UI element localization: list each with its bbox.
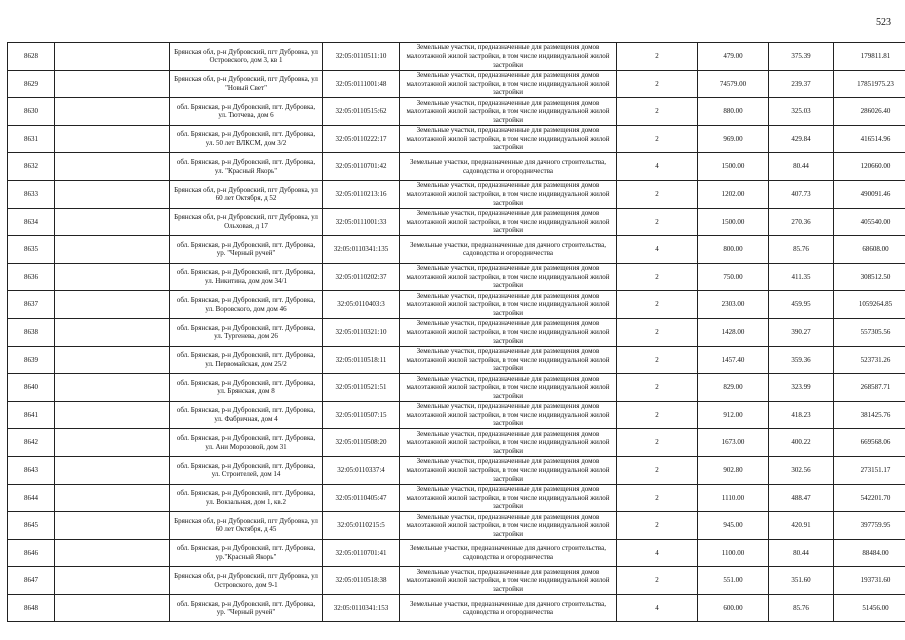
cadastral-value-cell: 179811.81 [834,43,905,71]
cadastral-value-cell: 193731.60 [834,567,905,595]
group-code-cell: 2 [617,374,698,402]
table-row [8,512,905,540]
table-row [8,346,905,374]
group-code-cell: 2 [617,401,698,429]
land-category-cell: Земельные участки, предназначенные для размещения домов малоэтажной жилой застройки, в том числе индивидуальной жилой застройки [400,208,617,236]
area-cell: 829.00 [698,374,769,402]
group-code-cell: 2 [617,318,698,346]
specific-value-cell: 400.22 [769,429,834,457]
row-number-cell: 8637 [8,291,55,319]
cadastral-value-cell: 542201.70 [834,484,905,512]
table-row [8,263,905,291]
row-number-cell: 8639 [8,346,55,374]
empty-cell [55,180,170,208]
table-row [8,401,905,429]
specific-value-cell: 359.36 [769,346,834,374]
land-category-cell: Земельные участки, предназначенные для размещения домов малоэтажной жилой застройки, в том числе индивидуальной жилой застройки [400,374,617,402]
land-category-cell: Земельные участки, предназначенные для размещения домов малоэтажной жилой застройки, в том числе индивидуальной жилой застройки [400,291,617,319]
empty-cell [55,567,170,595]
address-cell: обл. Брянская, р-н Дубровский, пгт. Дубровка, ур."Красный Якорь" [170,539,323,567]
specific-value-cell: 411.35 [769,263,834,291]
cadastral-value-cell: 51456.00 [834,594,905,622]
address-cell: обл. Брянская, р-н Дубровский, пгт. Дубровка, ур. "Черный ручей" [170,594,323,622]
row-number-cell: 8632 [8,153,55,181]
address-cell: обл. Брянская, р-н Дубровский, пгт. Дубровка, ул. Ани Морозовой, дом 31 [170,429,323,457]
specific-value-cell: 420.91 [769,512,834,540]
land-category-cell: Земельные участки, предназначенные для дачного строительства, садоводства и огородничества [400,236,617,264]
empty-cell [55,236,170,264]
cadastral-value-cell: 669568.06 [834,429,905,457]
area-cell: 74579.00 [698,70,769,98]
cadastral-value-cell: 273151.17 [834,456,905,484]
specific-value-cell: 85.76 [769,236,834,264]
empty-cell [55,374,170,402]
row-number-cell: 8629 [8,70,55,98]
cadastral-number-cell: 32:05:0110701:41 [323,539,400,567]
area-cell: 2303.00 [698,291,769,319]
cadastral-value-cell: 286026.40 [834,98,905,126]
specific-value-cell: 488.47 [769,484,834,512]
area-cell: 600.00 [698,594,769,622]
cadastral-value-cell: 17851975.23 [834,70,905,98]
cadastral-number-cell: 32:05:0110213:16 [323,180,400,208]
cadastral-value-cell: 416514.96 [834,125,905,153]
group-code-cell: 4 [617,153,698,181]
table-row [8,374,905,402]
cadastral-value-cell: 397759.95 [834,512,905,540]
specific-value-cell: 418.23 [769,401,834,429]
row-number-cell: 8631 [8,125,55,153]
table-row [8,429,905,457]
land-category-cell: Земельные участки, предназначенные для дачного строительства, садоводства и огородничества [400,153,617,181]
cadastral-value-cell: 557305.56 [834,318,905,346]
row-number-cell: 8635 [8,236,55,264]
land-category-cell: Земельные участки, предназначенные для размещения домов малоэтажной жилой застройки, в том числе индивидуальной жилой застройки [400,180,617,208]
table-row [8,153,905,181]
cadastral-number-cell: 32:05:0110405:47 [323,484,400,512]
cadastral-number-cell: 32:05:0110337:4 [323,456,400,484]
cadastral-value-cell: 405540.00 [834,208,905,236]
specific-value-cell: 80.44 [769,539,834,567]
address-cell: обл. Брянская, р-н Дубровский, пгт. Дубровка, ул. Воровского, дом дом 46 [170,291,323,319]
address-cell: обл. Брянская, р-н Дубровский, пгт. Дубровка, ул. "Красный Якорь" [170,153,323,181]
cadastral-value-cell: 523731.26 [834,346,905,374]
land-category-cell: Земельные участки, предназначенные для размещения домов малоэтажной жилой застройки, в том числе индивидуальной жилой застройки [400,484,617,512]
empty-cell [55,512,170,540]
empty-cell [55,263,170,291]
address-cell: обл. Брянская, р-н Дубровский, пгт. Дубровка, ул. Вокзальная, дом 1, кв.2 [170,484,323,512]
table-row [8,456,905,484]
row-number-cell: 8634 [8,208,55,236]
land-category-cell: Земельные участки, предназначенные для размещения домов малоэтажной жилой застройки, в том числе индивидуальной жилой застройки [400,512,617,540]
area-cell: 800.00 [698,236,769,264]
empty-cell [55,594,170,622]
cadastral-number-cell: 32:05:0110403:3 [323,291,400,319]
specific-value-cell: 270.36 [769,208,834,236]
address-cell: обл. Брянская, р-н Дубровский, пгт. Дубровка, ул. Никитина, дом дом 34/1 [170,263,323,291]
empty-cell [55,484,170,512]
area-cell: 912.00 [698,401,769,429]
specific-value-cell: 323.99 [769,374,834,402]
cadastral-number-cell: 32:05:0110518:38 [323,567,400,595]
area-cell: 945.00 [698,512,769,540]
table-row [8,208,905,236]
table-row [8,43,905,71]
cadastral-value-cell: 68608.00 [834,236,905,264]
cadastral-number-cell: 32:05:0110518:11 [323,346,400,374]
group-code-cell: 2 [617,291,698,319]
cadastral-number-cell: 32:05:0111001:48 [323,70,400,98]
row-number-cell: 8642 [8,429,55,457]
address-cell: обл. Брянская, р-н Дубровский, пгт. Дубровка, ул. Первомайская, дом 25/2 [170,346,323,374]
row-number-cell: 8636 [8,263,55,291]
table-row [8,567,905,595]
cadastral-number-cell: 32:05:0110341:135 [323,236,400,264]
empty-cell [55,456,170,484]
address-cell: Брянская обл, р-н Дубровский, пгт Дубровка, ул Ольховая, д 17 [170,208,323,236]
land-category-cell: Земельные участки, предназначенные для размещения домов малоэтажной жилой застройки, в том числе индивидуальной жилой застройки [400,401,617,429]
land-category-cell: Земельные участки, предназначенные для размещения домов малоэтажной жилой застройки, в том числе индивидуальной жилой застройки [400,98,617,126]
group-code-cell: 2 [617,512,698,540]
cadastral-number-cell: 32:05:0110701:42 [323,153,400,181]
empty-cell [55,291,170,319]
group-code-cell: 2 [617,180,698,208]
specific-value-cell: 375.39 [769,43,834,71]
address-cell: Брянская обл, р-н Дубровский, пгт Дубровка, ул "Новый Свет" [170,70,323,98]
row-number-cell: 8644 [8,484,55,512]
cadastral-value-cell: 88484.00 [834,539,905,567]
address-cell: обл. Брянская, р-н Дубровский, пгт. Дубровка, ул. Строителей, дом 14 [170,456,323,484]
row-number-cell: 8630 [8,98,55,126]
table-row [8,539,905,567]
empty-cell [55,43,170,71]
empty-cell [55,98,170,126]
cadastral-number-cell: 32:05:0110508:20 [323,429,400,457]
land-category-cell: Земельные участки, предназначенные для размещения домов малоэтажной жилой застройки, в том числе индивидуальной жилой застройки [400,429,617,457]
cadastral-number-cell: 32:05:0110515:62 [323,98,400,126]
group-code-cell: 2 [617,346,698,374]
empty-cell [55,70,170,98]
specific-value-cell: 80.44 [769,153,834,181]
page-number: 523 [876,17,891,28]
group-code-cell: 4 [617,594,698,622]
row-number-cell: 8638 [8,318,55,346]
group-code-cell: 2 [617,484,698,512]
row-number-cell: 8648 [8,594,55,622]
address-cell: обл. Брянская, р-н Дубровский, пгт. Дубровка, ул. 50 лет ВЛКСМ, дом 3/2 [170,125,323,153]
area-cell: 1202.00 [698,180,769,208]
area-cell: 551.00 [698,567,769,595]
cadastral-number-cell: 32:05:0110511:10 [323,43,400,71]
specific-value-cell: 390.27 [769,318,834,346]
cadastral-number-cell: 32:05:0111001:33 [323,208,400,236]
empty-cell [55,401,170,429]
address-cell: обл. Брянская, р-н Дубровский, пгт. Дубровка, ул. Брянская, дом 8 [170,374,323,402]
group-code-cell: 4 [617,236,698,264]
cadastral-number-cell: 32:05:0110215:5 [323,512,400,540]
table-row [8,236,905,264]
row-number-cell: 8647 [8,567,55,595]
row-number-cell: 8628 [8,43,55,71]
table-row [8,484,905,512]
land-category-cell: Земельные участки, предназначенные для размещения домов малоэтажной жилой застройки, в том числе индивидуальной жилой застройки [400,456,617,484]
address-cell: обл. Брянская, р-н Дубровский, пгт. Дубровка, ур. "Черный ручей" [170,236,323,264]
table-row [8,98,905,126]
land-category-cell: Земельные участки, предназначенные для размещения домов малоэтажной жилой застройки, в том числе индивидуальной жилой застройки [400,263,617,291]
specific-value-cell: 429.84 [769,125,834,153]
land-category-cell: Земельные участки, предназначенные для размещения домов малоэтажной жилой застройки, в том числе индивидуальной жилой застройки [400,70,617,98]
specific-value-cell: 351.60 [769,567,834,595]
area-cell: 1428.00 [698,318,769,346]
area-cell: 1500.00 [698,208,769,236]
area-cell: 1673.00 [698,429,769,457]
table-row [8,594,905,622]
empty-cell [55,539,170,567]
group-code-cell: 2 [617,98,698,126]
address-cell: Брянская обл, р-н Дубровский, пгт Дубровка, ул Островского, дом 9-1 [170,567,323,595]
empty-cell [55,125,170,153]
specific-value-cell: 459.95 [769,291,834,319]
group-code-cell: 2 [617,429,698,457]
row-number-cell: 8646 [8,539,55,567]
area-cell: 902.80 [698,456,769,484]
group-code-cell: 4 [617,539,698,567]
area-cell: 1100.00 [698,539,769,567]
address-cell: обл. Брянская, р-н Дубровский, пгт. Дубровка, ул. Фабричная, дом 4 [170,401,323,429]
area-cell: 479.00 [698,43,769,71]
land-category-cell: Земельные участки, предназначенные для размещения домов малоэтажной жилой застройки, в том числе индивидуальной жилой застройки [400,43,617,71]
specific-value-cell: 239.37 [769,70,834,98]
table-row [8,318,905,346]
address-cell: обл. Брянская, р-н Дубровский, пгт. Дубровка, ул. Тютчева, дом 6 [170,98,323,126]
group-code-cell: 2 [617,43,698,71]
cadastral-value-cell: 268587.71 [834,374,905,402]
group-code-cell: 2 [617,456,698,484]
land-category-cell: Земельные участки, предназначенные для размещения домов малоэтажной жилой застройки, в том числе индивидуальной жилой застройки [400,318,617,346]
cadastral-number-cell: 32:05:0110507:15 [323,401,400,429]
empty-cell [55,318,170,346]
row-number-cell: 8633 [8,180,55,208]
specific-value-cell: 325.03 [769,98,834,126]
empty-cell [55,208,170,236]
cadastral-number-cell: 32:05:0110321:10 [323,318,400,346]
cadastral-number-cell: 32:05:0110202:37 [323,263,400,291]
area-cell: 1110.00 [698,484,769,512]
specific-value-cell: 407.73 [769,180,834,208]
cadastral-value-cell: 381425.76 [834,401,905,429]
land-category-cell: Земельные участки, предназначенные для размещения домов малоэтажной жилой застройки, в том числе индивидуальной жилой застройки [400,346,617,374]
table-body [8,43,905,622]
address-cell: Брянская обл, р-н Дубровский, пгт Дубровка, ул 60 лет Октября, д 45 [170,512,323,540]
table-row [8,70,905,98]
row-number-cell: 8641 [8,401,55,429]
row-number-cell: 8645 [8,512,55,540]
group-code-cell: 2 [617,208,698,236]
group-code-cell: 2 [617,263,698,291]
empty-cell [55,429,170,457]
table-row [8,180,905,208]
group-code-cell: 2 [617,567,698,595]
area-cell: 1500.00 [698,153,769,181]
cadastral-value-table [7,42,905,622]
row-number-cell: 8643 [8,456,55,484]
cadastral-value-cell: 1059264.85 [834,291,905,319]
land-category-cell: Земельные участки, предназначенные для размещения домов малоэтажной жилой застройки, в том числе индивидуальной жилой застройки [400,567,617,595]
land-category-cell: Земельные участки, предназначенные для размещения домов малоэтажной жилой застройки, в том числе индивидуальной жилой застройки [400,125,617,153]
group-code-cell: 2 [617,125,698,153]
cadastral-number-cell: 32:05:0110521:51 [323,374,400,402]
table-row [8,291,905,319]
specific-value-cell: 302.56 [769,456,834,484]
land-category-cell: Земельные участки, предназначенные для дачного строительства, садоводства и огородничества [400,594,617,622]
cadastral-value-cell: 490091.46 [834,180,905,208]
cadastral-number-cell: 32:05:0110341:153 [323,594,400,622]
cadastral-number-cell: 32:05:0110222:17 [323,125,400,153]
empty-cell [55,153,170,181]
group-code-cell: 2 [617,70,698,98]
area-cell: 880.00 [698,98,769,126]
address-cell: Брянская обл, р-н Дубровский, пгт Дубровка, ул Островского, дом 3, кв 1 [170,43,323,71]
area-cell: 969.00 [698,125,769,153]
address-cell: обл. Брянская, р-н Дубровский, пгт. Дубровка, ул. Тургенева, дом 26 [170,318,323,346]
land-category-cell: Земельные участки, предназначенные для дачного строительства, садоводства и огородничества [400,539,617,567]
row-number-cell: 8640 [8,374,55,402]
area-cell: 750.00 [698,263,769,291]
cadastral-value-cell: 308512.50 [834,263,905,291]
specific-value-cell: 85.76 [769,594,834,622]
table-row [8,125,905,153]
cadastral-value-cell: 120660.00 [834,153,905,181]
empty-cell [55,346,170,374]
area-cell: 1457.40 [698,346,769,374]
address-cell: Брянская обл, р-н Дубровский, пгт Дубровка, ул 60 лет Октября, д 52 [170,180,323,208]
